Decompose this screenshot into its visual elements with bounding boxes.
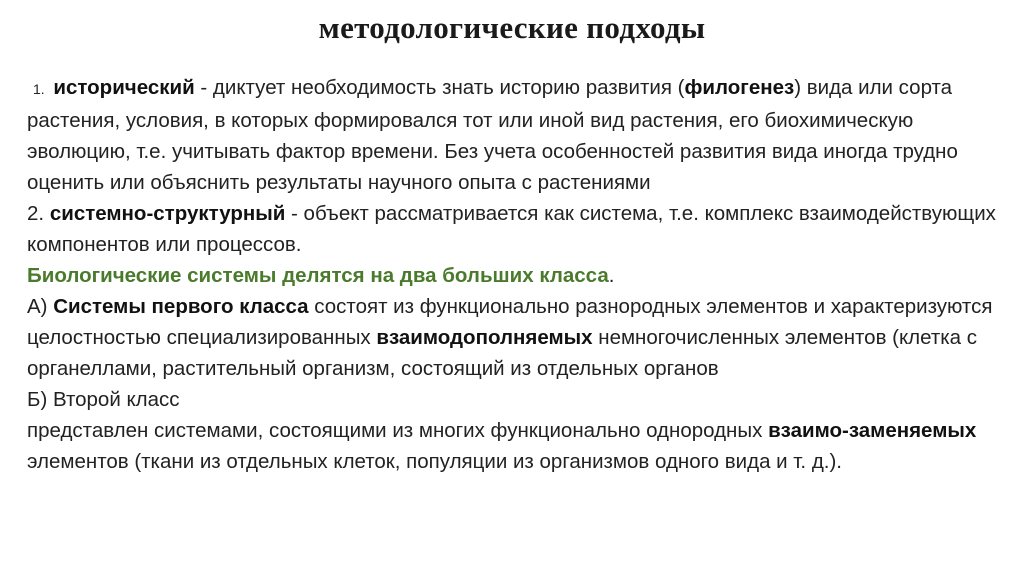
second-class-heading: Б) Второй класс <box>27 388 180 411</box>
term-first-class: Системы первого класса <box>53 295 309 318</box>
historical-text-2: ) вида или сорта растения, условия, в которых формировался тот или иной вид растения, его биохимическую эволюцию, т.е. учитывать фактор времени. Без учета особенностей развития вида иногда трудно оценить или объяснить результаты научного опыта с растениями <box>27 76 958 194</box>
paragraph-second-class <box>27 384 997 415</box>
classes-heading: Биологические системы делятся на два больших класса <box>27 264 609 287</box>
paragraph-systemic <box>27 198 997 260</box>
paragraph-second-class-desc <box>27 415 997 477</box>
paragraph-classes-heading <box>27 260 997 291</box>
term-interchangeable: взаимо-заменяемых <box>768 419 977 442</box>
term-systemic-structural: системно-структурный <box>49 202 286 225</box>
term-historical: исторический <box>53 76 195 99</box>
second-class-text-1: представлен системами, состоящими из многих функционально однородных <box>27 419 769 442</box>
first-class-text-1: состоят из функционально разнородных элементов и характеризуются целостностью специализированных <box>27 295 993 349</box>
classes-heading-tail: . <box>608 264 615 287</box>
historical-text-1: - диктует необходимость знать историю развития ( <box>194 76 685 99</box>
second-class-text-2: элементов (ткани из отдельных клеток, популяции из организмов одного вида и т. д.). <box>27 450 842 473</box>
slide-title: методологические подходы <box>318 10 706 45</box>
first-class-text-2: немногочисленных элементов (клетка с органеллами, растительный организм, состоящий из отдельных органов <box>27 326 978 380</box>
slide-body <box>27 72 997 477</box>
first-class-prefix: А) <box>27 295 54 318</box>
paragraph-first-class <box>27 291 997 384</box>
term-phylogenesis: филогенез <box>684 76 795 99</box>
item-number-1: 1. <box>33 81 45 97</box>
term-complementary: взаимодополняемых <box>376 326 593 349</box>
systemic-text: - объект рассматривается как система, т.е. комплекс взаимодействующих компонентов или процессов. <box>27 202 996 256</box>
item-number-2: 2. <box>27 202 45 225</box>
paragraph-historical <box>27 72 997 198</box>
